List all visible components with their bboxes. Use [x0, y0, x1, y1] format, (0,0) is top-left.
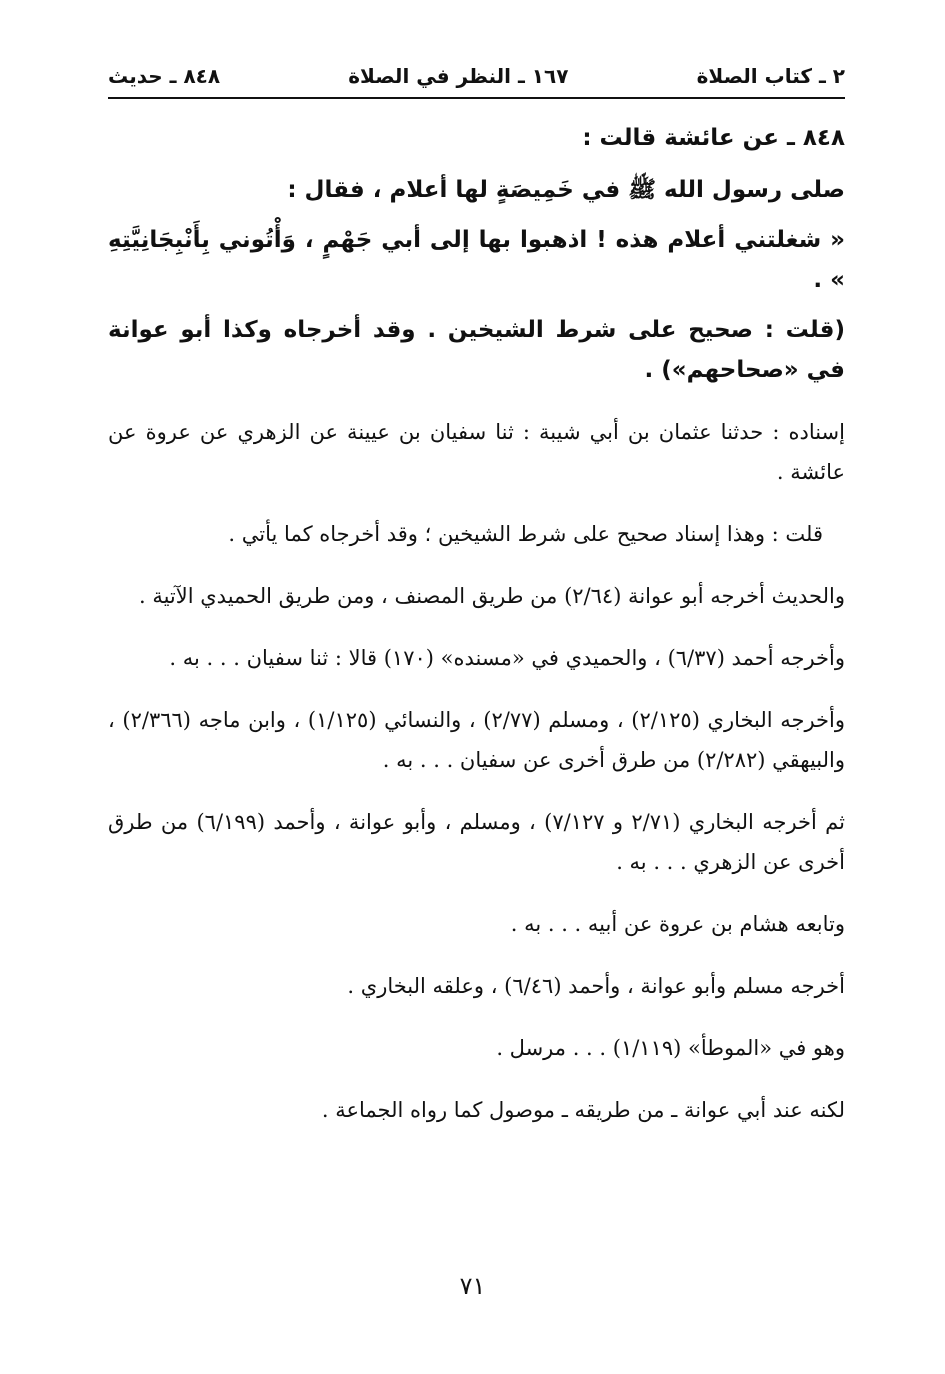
commentary-paragraph: والحديث أخرجه أبو عوانة (٢/٦٤) من طريق المصنف ، ومن طريق الحميدي الآتية .: [138, 584, 845, 608]
header-chapter: ٢ ـ كتاب الصلاة: [696, 64, 845, 88]
page-body: [108, 118, 845, 1152]
hadith-text-line-1: صلى رسول الله ﷺ في خَمِيصَةٍ لها أعلام ، فقال :: [287, 177, 845, 203]
running-header: [108, 58, 845, 94]
hadith-text-line-2: « شغلتني أعلام هذه ! اذهبوا بها إلى أبي جَهْمٍ ، وَأْتُوني بِأَنْبِجَانِيَّتِهِ » .: [108, 227, 845, 293]
commentary-paragraph: أخرجه مسلم وأبو عوانة ، وأحمد (٦/٤٦) ، وعلقه البخاري .: [347, 974, 845, 998]
commentary-paragraph: وهو في «الموطأ» (١/١١٩) . . . مرسل .: [496, 1036, 845, 1060]
header-section: ١٦٧ ـ النظر في الصلاة: [348, 64, 569, 88]
commentary-paragraph: وتابعه هشام بن عروة عن أبيه . . . به .: [510, 912, 845, 936]
commentary-paragraph: وأخرجه البخاري (٢/١٢٥) ، ومسلم (٢/٧٧) ، والنسائي (١/١٢٥) ، وابن ماجه (٢/٣٦٦) ، والبيهقي (٢/٢٨٢) من طرق أخرى عن سفيان . . . به .: [108, 708, 846, 772]
commentary-paragraph: لكنه عند أبي عوانة ـ من طريقه ـ موصول كما رواه الجماعة .: [321, 1098, 845, 1122]
commentary-paragraph: ثم أخرجه البخاري (٢/٧١ و ٧/١٢٧) ، ومسلم ، وأبو عوانة ، وأحمد (٦/١٩٩) من طرق أخرى عن الزهري . . . به .: [108, 810, 845, 874]
commentary-paragraph: وأخرجه أحمد (٦/٣٧) ، والحميدي في «مسنده» (١٧٠) قالا : ثنا سفيان . . . به .: [169, 646, 845, 670]
header-rule: [108, 97, 845, 99]
commentary-paragraph: قلت : وهذا إسناد صحيح على شرط الشيخين ؛ وقد أخرجاه كما يأتي .: [228, 522, 823, 546]
hadith-title: ٨٤٨ ـ عن عائشة قالت :: [582, 125, 845, 151]
page-number: ٧١: [459, 1272, 486, 1300]
header-hadith-number: ٨٤٨ ـ حديث: [108, 64, 221, 88]
hadith-grading-note: (قلت : صحيح على شرط الشيخين . وقد أخرجاه وكذا أبو عوانة في «صحاحهم») .: [108, 317, 845, 383]
isnad-paragraph: إسناده : حدثنا عثمان بن أبي شيبة : ثنا سفيان بن عيينة عن الزهري عن عروة عن عائشة .: [108, 420, 845, 484]
